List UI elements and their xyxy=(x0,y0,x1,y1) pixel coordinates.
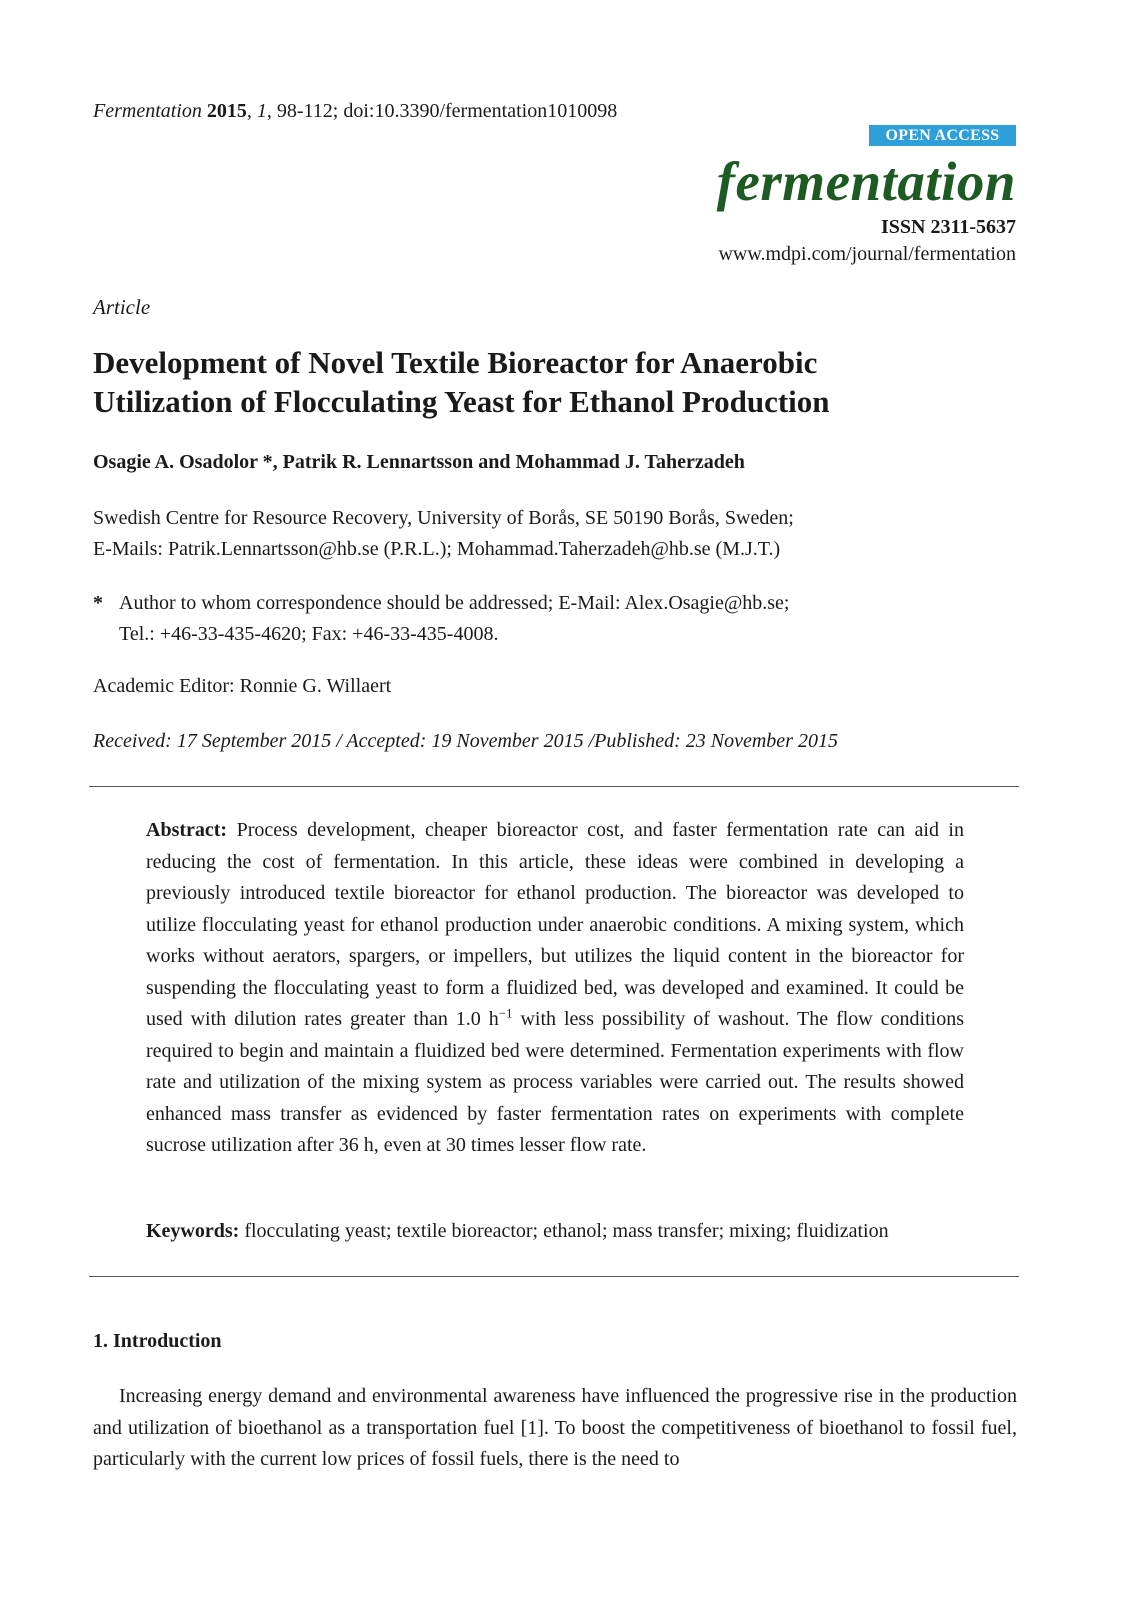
affiliation xyxy=(93,503,1033,565)
citation-journal: Fermentation xyxy=(93,100,202,122)
correspondence-line-1: Author to whom correspondence should be addressed; E-Mail: Alex.Osagie@hb.se; xyxy=(119,592,790,614)
paper-title-line-2: Utilization of Flocculating Yeast for Ethanol Production xyxy=(93,384,830,419)
keywords-label: Keywords: xyxy=(146,1220,240,1242)
correspondence xyxy=(93,588,1033,650)
author-list: Osagie A. Osadolor *, Patrik R. Lennartsson and Mohammad J. Taherzadeh xyxy=(93,451,745,473)
correspondence-line-2: Tel.: +46-33-435-4620; Fax: +46-33-435-4008. xyxy=(119,623,499,645)
citation-year: 2015 xyxy=(206,100,247,122)
keywords-text: flocculating yeast; textile bioreactor; ethanol; mass transfer; mixing; fluidization xyxy=(239,1220,889,1242)
journal-logo: fermentation xyxy=(716,151,1016,212)
keywords xyxy=(146,1217,964,1245)
citation-volume: 1 xyxy=(256,100,267,122)
abstract-label: Abstract: xyxy=(146,819,228,841)
journal-url[interactable]: www.mdpi.com/journal/fermentation xyxy=(718,243,1016,265)
abstract-text-1: Process development, cheaper bioreactor cost, and faster fermentation rate can aid in reducing the cost of fermentation. In this article, these ideas were combined in developing a previously introduced textile bioreactor for ethanol production. The bioreactor was developed to utilize flocculating yeast for ethanol production under anaerobic conditions. A mixing system, which works without aerators, spargers, or impellers, but utilizes the liquid content in the bioreactor for suspending the flocculating yeast to form a fluidized bed, was developed and examined. It could be used with dilution rates greater than 1.0 h xyxy=(146,819,964,1030)
paper-title-line-1: Development of Novel Textile Bioreactor for Anaerobic xyxy=(93,345,818,380)
section-heading: 1. Introduction xyxy=(93,1330,222,1352)
citation-line: Fermentation 2015, 1, 98-112; doi:10.3390/fermentation1010098 xyxy=(93,100,618,122)
correspondence-star: * xyxy=(93,592,103,614)
open-access-badge: OPEN ACCESS xyxy=(869,125,1016,146)
abstract xyxy=(146,815,964,1162)
bottom-divider xyxy=(89,1276,1019,1277)
article-type: Article xyxy=(93,295,151,319)
issn: ISSN 2311-5637 xyxy=(880,216,1016,238)
top-divider xyxy=(89,786,1019,787)
intro-paragraph: Increasing energy demand and environmental awareness have influenced the progressive rise in the production and utilization of bioethanol as a transportation fuel [1]. To boost the competitiveness of bioethanol to fossil fuel, particularly with the current low prices of fossil fuels, there is the need to xyxy=(93,1385,1017,1470)
abstract-superscript: −1 xyxy=(498,1005,513,1021)
publication-dates: Received: 17 September 2015 / Accepted: 19 November 2015 /Published: 23 November 2015 xyxy=(93,730,838,752)
paper-title xyxy=(93,343,1033,421)
affiliation-emails: E-Mails: Patrik.Lennartsson@hb.se (P.R.L.); Mohammad.Taherzadeh@hb.se (M.J.T.) xyxy=(93,538,781,560)
affiliation-line-1: Swedish Centre for Resource Recovery, University of Borås, SE 50190 Borås, Sweden; xyxy=(93,507,794,529)
academic-editor: Academic Editor: Ronnie G. Willaert xyxy=(93,675,392,697)
citation-pages-doi: , 98-112; doi:10.3390/fermentation1010098 xyxy=(266,100,618,122)
abstract-text-2: with less possibility of washout. The flow conditions required to begin and maintain a fluidized bed were determined. Fermentation experiments with flow rate and utilization of the mixing system as process variables were carried out. The results showed enhanced mass transfer as evidenced by faster fermentation rates on experiments with complete sucrose utilization after 36 h, even at 30 times lesser flow rate. xyxy=(146,1008,964,1156)
